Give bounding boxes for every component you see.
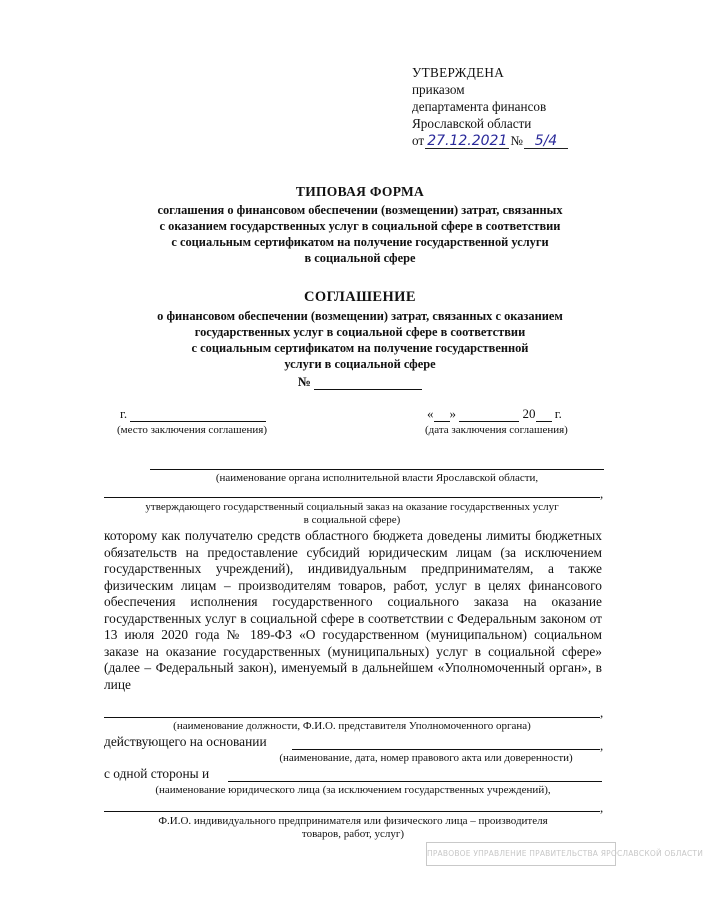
typical-form-subtitle	[90, 202, 630, 266]
basis-label: действующего на основании	[104, 734, 267, 749]
individual-line	[104, 811, 600, 812]
comma: ,	[600, 705, 604, 720]
agreement-line: услуги в социальной сфере	[284, 357, 436, 371]
approval-title: УТВЕРЖДЕНА	[412, 65, 505, 80]
agreement-line: с социальным сертификатом на получение государственной	[191, 341, 529, 355]
place-blank	[130, 408, 266, 422]
date-suffix: г.	[554, 406, 562, 421]
agreement-number-field	[314, 376, 422, 390]
typical-form-line: с оказанием государственных услуг в социальной сфере в соответствии	[159, 219, 561, 233]
year-blank	[536, 408, 552, 422]
organ-caption: (наименование органа исполнительной власти Ярославской области,	[215, 472, 539, 484]
basis-caption: (наименование, дата, номер правового акта или доверенности)	[279, 752, 573, 764]
approval-block	[412, 64, 569, 149]
agreement-number	[0, 374, 720, 390]
comma: ,	[600, 738, 604, 753]
organ-line	[150, 469, 604, 470]
comma: ,	[600, 800, 604, 815]
approval-number-handwritten: 5/4	[524, 134, 568, 149]
place-prefix: г.	[120, 406, 128, 421]
agreement-subtitle	[90, 308, 630, 372]
place-field	[120, 406, 266, 422]
typical-form-line: в социальной сфере	[304, 251, 416, 265]
approval-number-prefix: №	[510, 133, 523, 148]
date-open-quote: «	[427, 406, 434, 421]
organ-caption-2	[104, 501, 600, 527]
agreement-body-text: которому как получателю средств областного бюджета доведены лимиты бюджетных обязательств на предоставление субсидий юридическим лицам (за исключением государственных учреждений), индивидуальным предпринимателям, а также физическим лицам – производителям товаров, работ, услуг в целях финансового обеспечения исполнения государственного социального заказа на оказание государственных услуг в социальной сфере в соответствии с Федеральным законом от 13 июля 2020 года № 189-ФЗ «О государственном (муниципальном) социальном заказе на оказание государственных (муниципальных) услуг в социальной сфере» (далее – Федеральный закон), именуемый в дальнейшем «Уполномоченный орган», в лице	[104, 528, 602, 692]
agreement-heading: СОГЛАШЕНИЕ	[304, 289, 416, 305]
representative-caption: (наименование должности, Ф.И.О. представителя Уполномоченного органа)	[173, 720, 531, 732]
typical-form-heading: ТИПОВАЯ ФОРМА	[295, 184, 425, 199]
organ-caption-line: утверждающего государственный социальный заказ на оказание государственных услуг	[145, 501, 559, 513]
representative-line	[104, 717, 600, 718]
agreement-number-label: №	[297, 374, 311, 389]
organ-line-2	[104, 497, 600, 498]
basis-line	[292, 749, 600, 750]
comma: ,	[600, 486, 604, 501]
legal-department-stamp: ПРАВОВОЕ УПРАВЛЕНИЕ ПРАВИТЕЛЬСТВА ЯРОСЛАВСКОЙ ОБЛАСТИ	[426, 842, 616, 866]
side-label: с одной стороны и	[104, 766, 210, 781]
approval-date-prefix: от	[412, 133, 425, 148]
typical-form-line: соглашения о финансовом обеспечении (возмещении) затрат, связанных	[157, 203, 563, 217]
date-caption: (дата заключения соглашения)	[425, 424, 568, 436]
approval-order: приказом	[412, 82, 465, 97]
typical-form-line: с социальным сертификатом на получение государственной услуги	[171, 235, 549, 249]
legal-entity-caption: (наименование юридического лица (за исключением государственных учреждений),	[155, 784, 551, 796]
approval-date-line	[412, 132, 569, 149]
legal-entity-line	[228, 781, 602, 782]
approval-date-handwritten: 27.12.2021	[427, 133, 508, 149]
individual-caption-line: товаров, работ, услуг)	[301, 828, 405, 840]
date-close-quote: »	[449, 406, 456, 421]
approval-department: департамента финансов	[412, 99, 547, 114]
individual-caption	[104, 815, 602, 841]
year-prefix: 20	[522, 406, 536, 421]
agreement-line: о финансовом обеспечении (возмещении) затрат, связанных с оказанием	[157, 309, 563, 323]
agreement-line: государственных услуг в социальной сфере в соответствии	[194, 325, 526, 339]
day-blank	[434, 408, 450, 422]
individual-caption-line: Ф.И.О. индивидуального предпринимателя или физического лица – производителя	[158, 815, 548, 827]
approval-region: Ярославской области	[412, 116, 532, 131]
date-field	[427, 406, 562, 422]
place-caption: (место заключения соглашения)	[117, 424, 267, 436]
month-blank	[459, 408, 519, 422]
organ-caption-line: в социальной сфере)	[303, 514, 401, 526]
